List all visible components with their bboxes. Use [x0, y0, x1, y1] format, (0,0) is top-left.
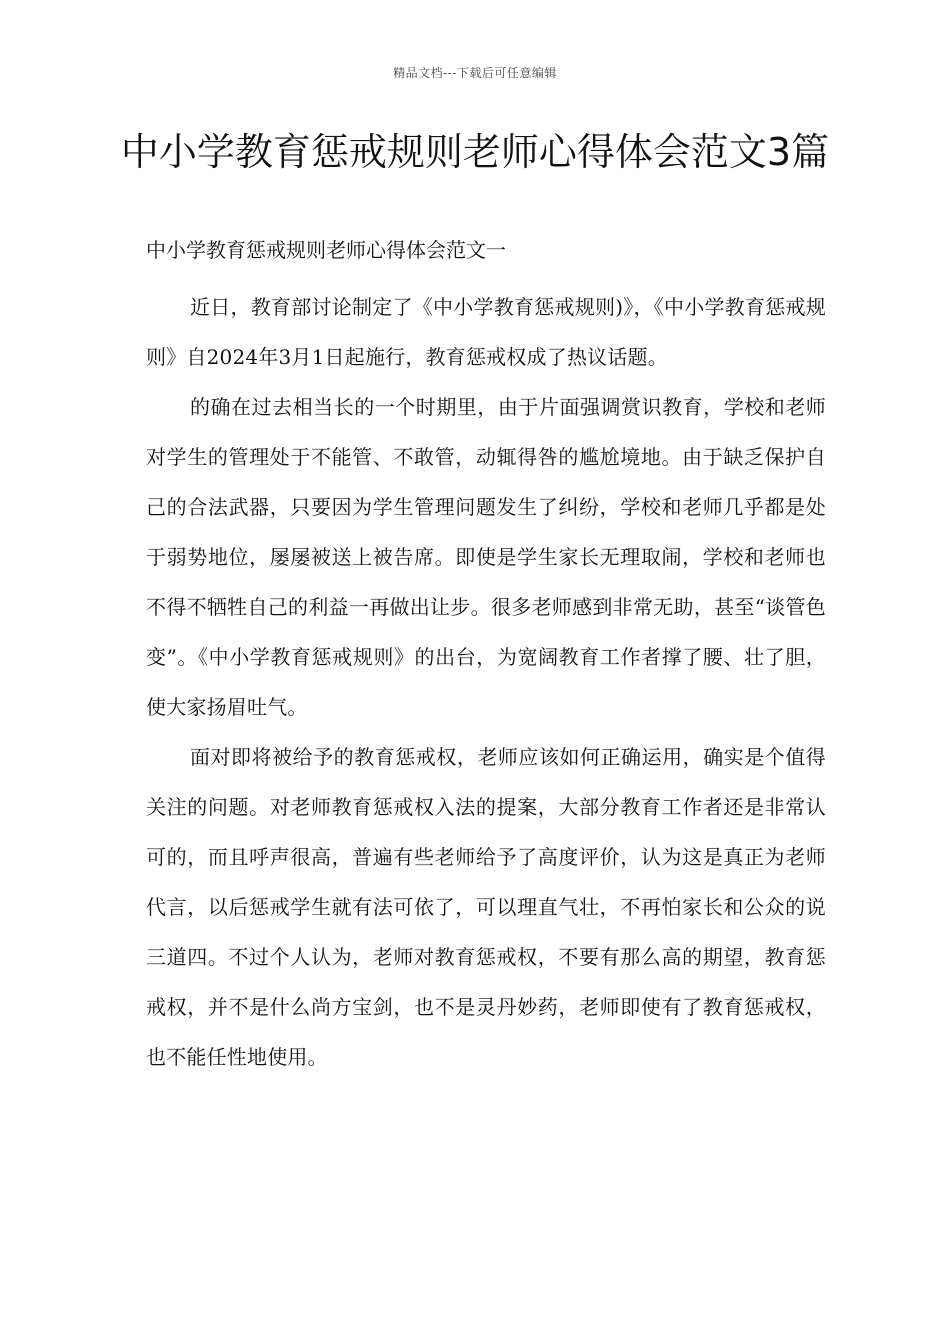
section-subtitle: 中小学教育惩戒规则老师心得体会范文一	[146, 238, 506, 262]
document-body	[146, 282, 826, 1082]
paragraph: 的确在过去相当长的一个时期里，由于片面强调赏识教育，学校和老师对学生的管理处于不能管、不敢管，动辄得咎的尴尬境地。由于缺乏保护自己的合法武器，只要因为学生管理问题发生了纠纷，学校和老师几乎都是处于弱势地位，屡屡被送上被告席。即使是学生家长无理取闹，学校和老师也不得不牺牲自己的利益一再做出让步。很多老师感到非常无助，甚至“谈管色变”。《中小学教育惩戒规则》的出台，为宽阔教育工作者撑了腰、壮了胆，使大家扬眉吐气。	[146, 395, 826, 719]
header-note: 精品文档---下载后可任意编辑	[393, 66, 557, 80]
document-title: 中小学教育惩戒规则老师心得体会范文3篇	[120, 130, 830, 174]
paragraph: 近日，教育部讨论制定了《中小学教育惩戒规则)》，《中小学教育惩戒规则》自2024年3月1日起施行，教育惩戒权成了热议话题。	[146, 295, 826, 369]
paragraph: 面对即将被给予的教育惩戒权，老师应该如何正确运用，确实是个值得关注的问题。对老师教育惩戒权入法的提案，大部分教育工作者还是非常认可的，而且呼声很高，普遍有些老师给予了高度评价，认为这是真正为老师代言，以后惩戒学生就有法可依了，可以理直气壮，不再怕家长和公众的说三道四。不过个人认为，老师对教育惩戒权，不要有那么高的期望，教育惩戒权，并不是什么尚方宝剑，也不是灵丹妙药，老师即使有了教育惩戒权，也不能任性地使用。	[146, 745, 826, 1069]
